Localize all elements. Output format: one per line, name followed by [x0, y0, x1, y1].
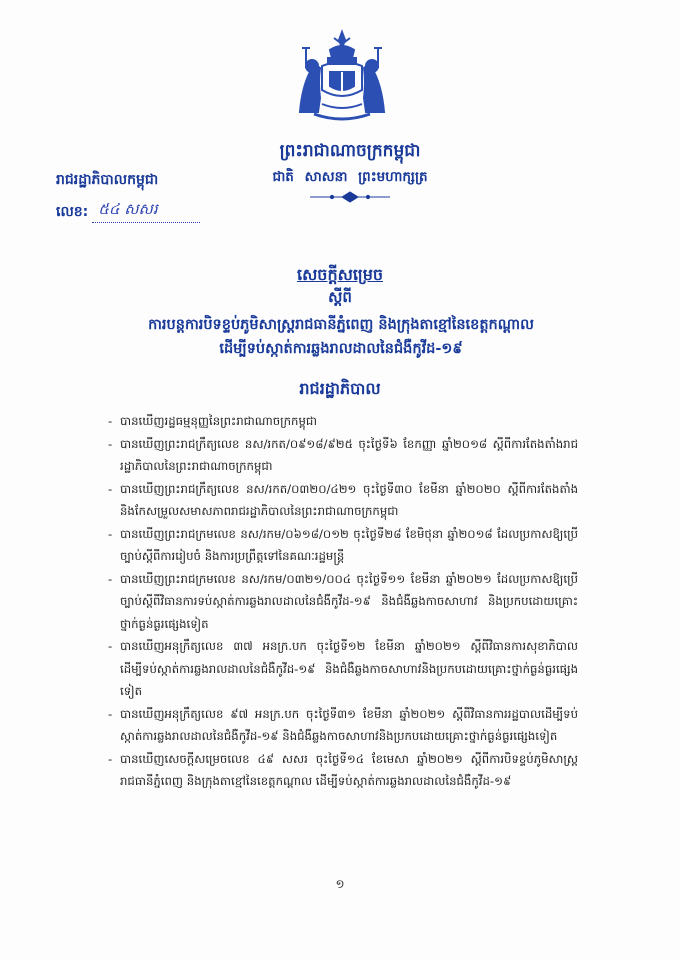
national-motto: ជាតិ សាសនា ព្រះមហាក្សត្រ — [272, 169, 428, 185]
list-item: - បានឃើញព្រះរាជក្រឹត្យលេខ នស/រកត/០៩១៨/៩២៥ ចុះថ្ងៃទី៦ ខែកញ្ញា ឆ្នាំ២០១៨ ស្តីពីការតែងតាំងរាជរដ្ឋាភិបាលនៃព្រះរាជាណាចក្រកម្ពុជា — [108, 433, 578, 478]
reference-label: លេខ: — [56, 204, 89, 220]
document-type-heading: សេចក្តីសម្រេច — [296, 265, 383, 284]
list-item: - បានឃើញព្រះរាជក្រមលេខ នស/រកម/០៦១៨/០១២ ចុះថ្ងៃទី២៨ ខែមិថុនា ឆ្នាំ២០១៨ ដែលប្រកាសឱ្យប្រើច្បាប់ស្តីពីការរៀបចំ និងការប្រព្រឹត្តទៅនៃគណៈរដ្ឋមន្ត្រី — [108, 523, 578, 568]
list-item: - បានឃើញព្រះរាជក្រមលេខ នស/រកម/០៣២១/០០៤ ចុះថ្ងៃទី១១ ខែមីនា ឆ្នាំ២០២១ ដែលប្រកាសឱ្យប្រើច្បាប់ស្តីពីវិធានការទប់ស្កាត់ការឆ្លងរាលដាលនៃជំងឺកូវីដ-១៩ និងជំងឺឆ្លងកាចសាហាវ និងប្រកបដោយគ្រោះថ្នាក់ធ្ងន់ធ្ងរផ្សេងទៀត — [108, 568, 578, 636]
ornament-divider-icon — [308, 190, 392, 204]
kingdom-name: ព្រះរាជាណាចក្រកម្ពុជា — [279, 141, 421, 161]
subject-line-2: ដើម្បីទប់ស្កាត់ការឆ្លងរាលដាលនៃជំងឺកូវីដ-១៩ — [219, 341, 463, 357]
issuing-authority-heading: រាជរដ្ឋាភិបាល — [299, 379, 381, 398]
list-item: - បានឃើញរដ្ឋធម្មនុញ្ញនៃព្រះរាជាណាចក្រកម្ពុជា — [108, 410, 578, 433]
reference-number-handwritten: ៥៤ សសរ — [92, 200, 200, 223]
about-label: ស្តីពី — [328, 288, 352, 306]
decision-subject — [96, 313, 586, 361]
reference-line — [56, 200, 200, 223]
list-item: - បានឃើញសេចក្តីសម្រេចលេខ ៤៩ សសរ ចុះថ្ងៃទី១៤ ខែមេសា ឆ្នាំ២០២១ ស្តីពីការបិទខ្ទប់ភូមិសាស្ត្ររាជធានីភ្នំពេញ និងក្រុងតាខ្មៅនៃខេត្តកណ្តាល ដើម្បីទប់ស្កាត់ការឆ្លងរាលដាលនៃជំងឺកូវីដ-១៩ — [108, 748, 578, 793]
issuing-government: រាជរដ្ឋាភិបាលកម្ពុជា — [56, 172, 159, 188]
royal-coat-of-arms-emblem — [292, 28, 392, 128]
legal-basis-list — [108, 410, 578, 793]
page-number: ១ — [335, 877, 345, 891]
subject-line-1: ការបន្តការបិទខ្ទប់ភូមិសាស្ត្ររាជធានីភ្នំពេញ និងក្រុងតាខ្មៅនៃខេត្តកណ្តាល — [148, 317, 534, 333]
list-item: - បានឃើញអនុក្រឹត្យលេខ ៣៧ អនក្រ.បក ចុះថ្ងៃទី១២ ខែមីនា ឆ្នាំ២០២១ ស្តីពីវិធានការសុខាភិបាលដើម្បីទប់ស្កាត់ការឆ្លងរាលដាលនៃជំងឺកូវីដ-១៩ និងជំងឺឆ្លងកាចសាហាវនិងប្រកបដោយគ្រោះថ្នាក់ធ្ងន់ធ្ងរផ្សេងទៀត — [108, 635, 578, 703]
list-item: - បានឃើញព្រះរាជក្រឹត្យលេខ នស/រកត/០៣២០/៤២១ ចុះថ្ងៃទី៣០ ខែមីនា ឆ្នាំ២០២០ ស្តីពីការតែងតាំង និងកែសម្រួលសមាសភាពរាជរដ្ឋាភិបាលនៃព្រះរាជាណាចក្រកម្ពុជា — [108, 478, 578, 523]
list-item: - បានឃើញអនុក្រឹត្យលេខ ៩៧ អនក្រ.បក ចុះថ្ងៃទី៣១ ខែមីនា ឆ្នាំ២០២១ ស្តីពីវិធានការរដ្ឋបាលដើម្បីទប់ស្កាត់ការឆ្លងរាលដាលនៃជំងឺកូវីដ-១៩ និងជំងឺឆ្លងកាចសាហាវនិងប្រកបដោយគ្រោះថ្នាក់ធ្ងន់ធ្ងរផ្សេងទៀត — [108, 703, 578, 748]
